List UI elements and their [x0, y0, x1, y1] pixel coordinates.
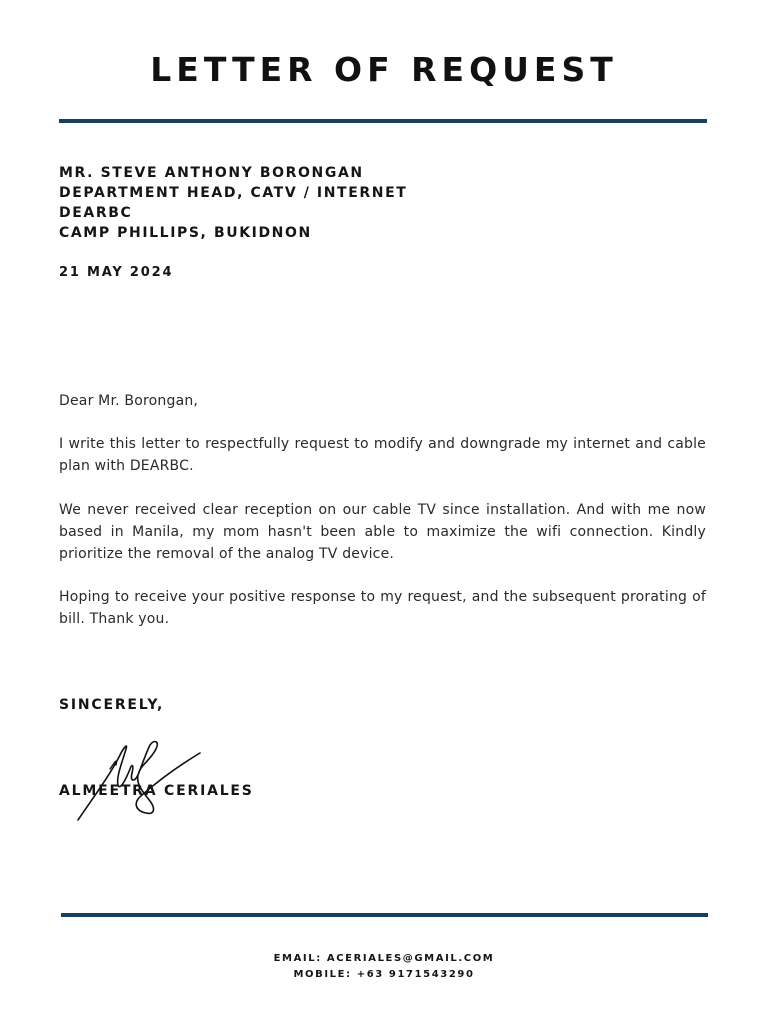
- body-paragraph-3: Hoping to receive your positive response to my request, and the subsequent prorating of bill. Thank you.: [59, 589, 706, 627]
- contact-footer: [0, 951, 768, 983]
- body-paragraph-2: We never received clear reception on our cable TV since installation. And with me now based in Manila, my mom hasn't been able to maximize the wifi connection. Kindly prioritize the removal of the analog TV device.: [59, 502, 706, 562]
- closing: SINCERELY,: [59, 697, 165, 713]
- footer-email: EMAIL: ACERIALES@GMAIL.COM: [273, 953, 495, 964]
- salutation: Dear Mr. Borongan,: [59, 393, 199, 409]
- footer-mobile: MOBILE: +63 9171543290: [293, 969, 475, 980]
- letter-date: 21 MAY 2024: [59, 265, 174, 280]
- top-divider: [59, 119, 707, 123]
- recipient-block: [59, 163, 407, 243]
- signer-name: ALMEETRA CERIALES: [59, 783, 254, 799]
- recipient-name: MR. STEVE ANTHONY BORONGAN: [59, 165, 364, 181]
- bottom-divider: [61, 913, 708, 917]
- recipient-address: CAMP PHILLIPS, BUKIDNON: [59, 225, 312, 241]
- body-paragraph-1: I write this letter to respectfully request to modify and downgrade my internet and cable plan with DEARBC.: [59, 436, 706, 474]
- recipient-company: DEARBC: [59, 205, 133, 221]
- letter-title: LETTER OF REQUEST: [150, 50, 618, 89]
- recipient-position: DEPARTMENT HEAD, CATV / INTERNET: [59, 185, 408, 201]
